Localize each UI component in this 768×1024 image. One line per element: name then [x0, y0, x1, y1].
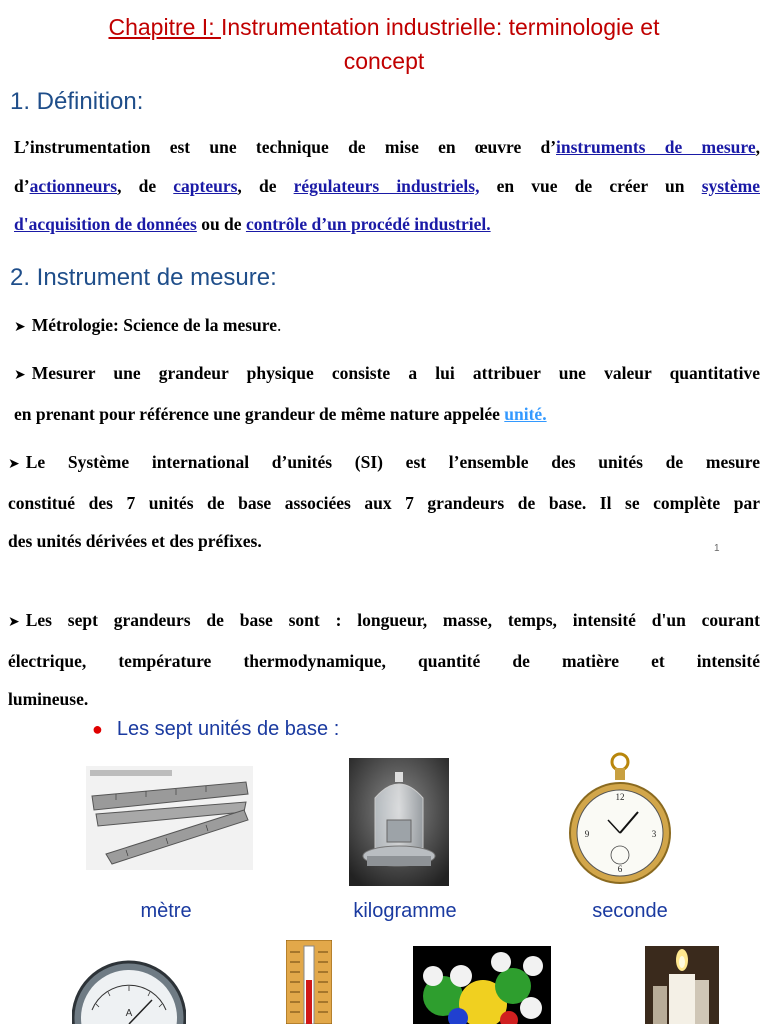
metrologie-end: .	[276, 315, 282, 335]
caption-metre: mètre	[140, 900, 192, 922]
bullet-metrologie	[14, 306, 760, 347]
def-text-5: , de	[237, 175, 294, 196]
bullet-mesurer	[14, 354, 760, 433]
folding-ruler-image	[86, 766, 253, 870]
candle-image	[645, 946, 719, 1024]
grandeurs-line-2: électrique, température thermodynamique, quantité de matière et intensité	[8, 650, 760, 671]
link-controle-procede[interactable]: contrôle d’un procédé industriel.	[245, 214, 491, 234]
link-capteurs[interactable]: capteurs	[173, 175, 238, 196]
svg-text:12: 12	[615, 792, 625, 802]
caption-kilogramme: kilogramme	[353, 900, 457, 922]
link-unite[interactable]: unité.	[504, 403, 547, 424]
si-line-1: Le Système international d’unités (SI) est l’ensemble des unités de mesure	[25, 452, 760, 472]
svg-text:3: 3	[651, 829, 657, 839]
section-1-heading: 1. Définition:	[10, 88, 144, 115]
bullet-si	[8, 443, 760, 561]
caption-seconde: seconde	[592, 900, 668, 922]
units-heading-text: Les sept unités de base :	[116, 718, 340, 740]
def-text-3: d’	[14, 175, 30, 196]
kilogram-prototype-image	[349, 758, 449, 886]
section-2-heading: 2. Instrument de mesure:	[10, 264, 277, 291]
metrologie-text: Métrologie: Science de la mesure	[31, 315, 277, 335]
mesurer-line-1: Mesurer une grandeur physique consiste a lui attribuer une valeur quantitative	[31, 363, 760, 383]
link-instruments-de-mesure[interactable]: instruments de mesure	[556, 137, 756, 157]
mesurer-line-2: en prenant pour référence une grandeur de même nature appelée	[14, 403, 505, 424]
bullet-grandeurs	[8, 601, 760, 719]
svg-text:9: 9	[584, 829, 590, 839]
stopwatch-image	[568, 750, 672, 886]
arrow-bullet-icon: ➤	[8, 614, 20, 630]
link-systeme[interactable]: système	[701, 175, 760, 196]
si-line-2: constitué des 7 unités de base associées aux 7 grandeurs de base. Il se complète par	[8, 492, 760, 513]
def-text-6: en vue de créer un	[479, 175, 702, 196]
link-actionneurs[interactable]: actionneurs	[29, 175, 118, 196]
ammeter-image	[72, 950, 186, 1024]
grandeurs-line-3: lumineuse.	[8, 689, 89, 709]
title-chapter: Chapitre I:	[108, 14, 221, 40]
page-number: 1	[714, 543, 720, 554]
title-concept: concept	[343, 48, 425, 74]
arrow-bullet-icon: ➤	[14, 319, 26, 335]
arrow-bullet-icon: ➤	[14, 367, 26, 383]
link-acquisition-donnees[interactable]: d'acquisition de données	[14, 214, 197, 234]
molecule-image	[413, 946, 551, 1024]
def-text-7: ou de	[196, 214, 246, 234]
grandeurs-line-1: Les sept grandeurs de base sont : longueur, masse, temps, intensité d'un courant	[25, 610, 760, 630]
definition-paragraph	[14, 128, 760, 244]
svg-text:6: 6	[617, 864, 623, 874]
def-text-2: ,	[755, 137, 760, 157]
units-heading	[92, 718, 339, 741]
si-line-3: des unités dérivées et des préfixes.	[8, 531, 262, 551]
def-text-4: , de	[117, 175, 174, 196]
title-main: Instrumentation industrielle: terminologie et	[220, 14, 660, 40]
link-regulateurs-industriels[interactable]: régulateurs industriels,	[293, 175, 480, 196]
red-bullet-icon: ●	[92, 719, 103, 739]
arrow-bullet-icon: ➤	[8, 456, 20, 472]
def-text-1: L’instrumentation est une technique de mise en œuvre d’	[14, 137, 557, 157]
document-title	[0, 10, 768, 78]
svg-text:A: A	[125, 1008, 133, 1019]
thermometer-image	[286, 940, 332, 1024]
